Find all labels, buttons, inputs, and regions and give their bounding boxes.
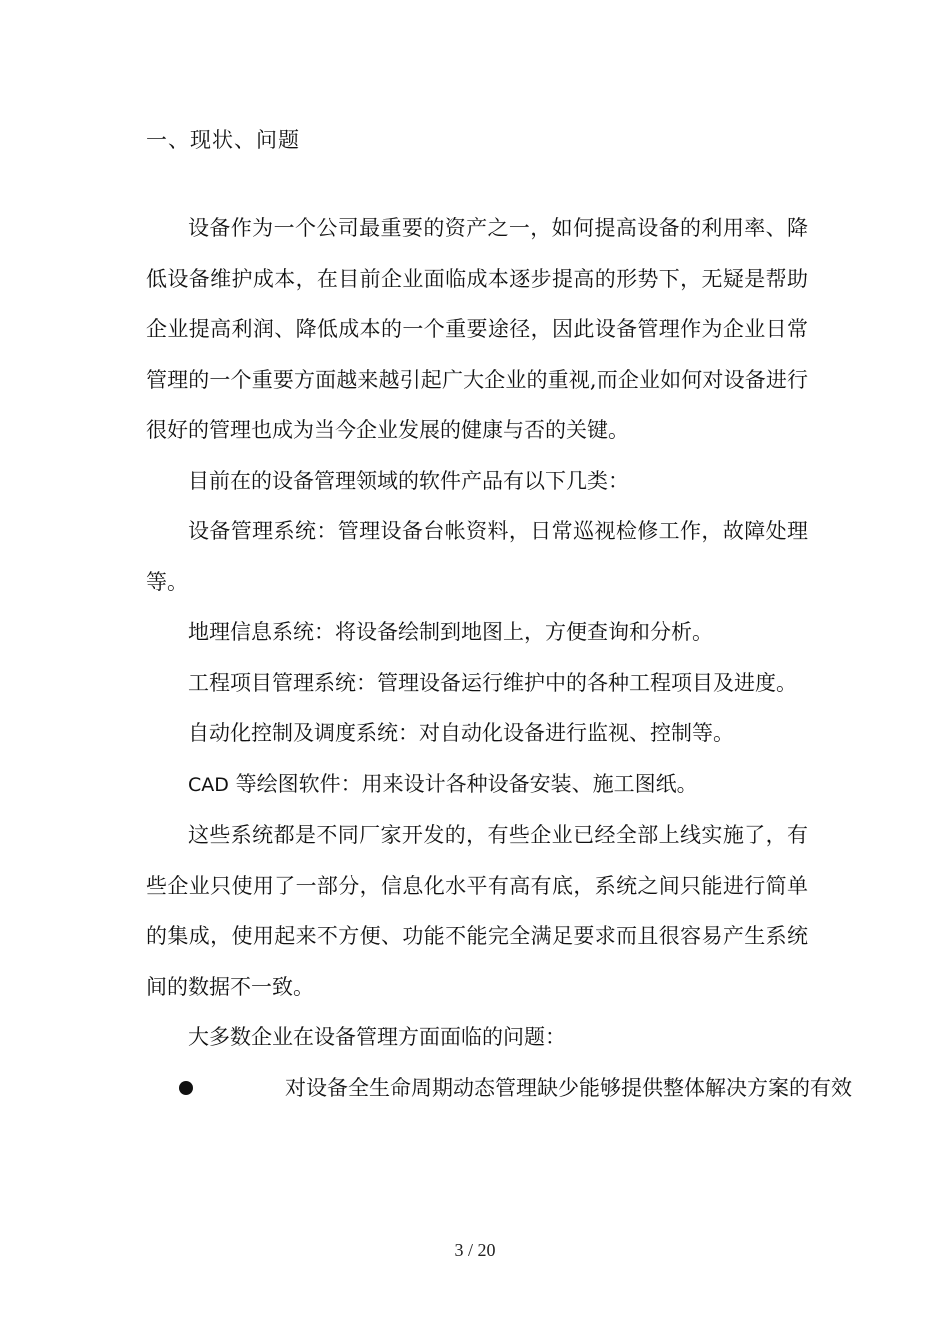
paragraph-project-management: 工程项目管理系统：管理设备运行维护中的各种工程项目及进度。 — [188, 670, 797, 695]
paragraph-automation-control: 自动化控制及调度系统：对自动化设备进行监视、控制等。 — [188, 721, 734, 745]
section-heading: 一、现状、问题 — [146, 128, 300, 152]
paragraph-software-categories: 目前在的设备管理领域的软件产品有以下几类： — [188, 468, 629, 493]
document-body — [146, 203, 852, 1113]
bullet-item-text: 对设备全生命周期动态管理缺少能够提供整体解决方案的有效 — [285, 1075, 852, 1100]
paragraph-equipment-management-system: 设备管理系统：管理设备台帐资料，日常巡视检修工作，故障处理等。 — [146, 519, 808, 594]
cad-description: 等绘图软件：用来设计各种设备安装、施工图纸。 — [228, 771, 698, 796]
page-number: 3 / 20 — [454, 1240, 496, 1260]
paragraph-problems-intro: 大多数企业在设备管理方面面临的问题： — [188, 1025, 566, 1049]
bullet-icon — [179, 1081, 193, 1095]
bullet-item — [146, 1063, 852, 1114]
paragraph-gis: 地理信息系统：将设备绘制到地图上，方便查询和分析。 — [188, 620, 713, 644]
paragraph-cad — [146, 759, 808, 811]
paragraph-intro: 设备作为一个公司最重要的资产之一，如何提高设备的利用率、降低设备维护成本，在目前企业面临成本逐步提高的形势下，无疑是帮助企业提高利润、降低成本的一个重要途径，因此设备管理作为企业日常管理的一个重要方面越来越引起广大企业的重视,而企业如何对设备进行很好的管理也成为当今企业发展的健康与否的关键。 — [146, 216, 808, 442]
paragraph-integration-issues: 这些系统都是不同厂家开发的，有些企业已经全部上线实施了，有些企业只使用了一部分，信息化水平有高有底，系统之间只能进行简单的集成，使用起来不方便、功能不能完全满足要求而且很容易产生系统间的数据不一致。 — [146, 823, 808, 999]
cad-label: CAD — [188, 773, 229, 796]
